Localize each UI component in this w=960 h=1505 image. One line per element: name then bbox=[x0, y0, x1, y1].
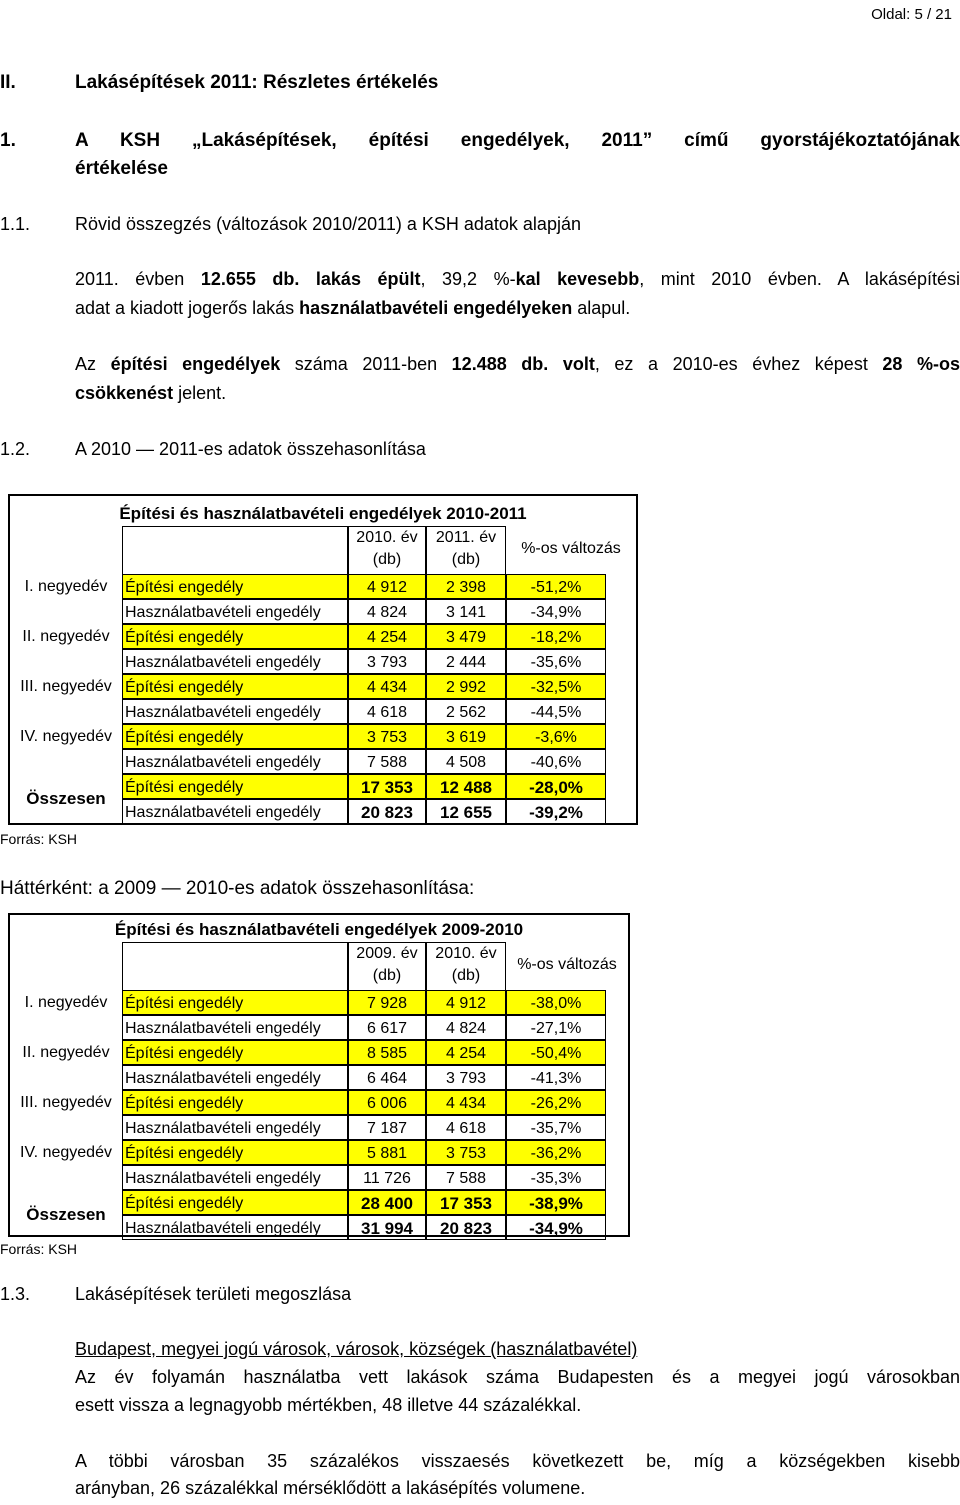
value-cell-year-b: 7 588 bbox=[426, 1165, 506, 1190]
table-row bbox=[10, 1115, 628, 1140]
permit-type-cell: Használatbavételi engedély bbox=[122, 599, 348, 624]
regional-heading: Budapest, megyei jogú városok, városok, községek (használatbavétel) bbox=[75, 1339, 638, 1359]
percent-change-cell: -39,2% bbox=[506, 799, 606, 824]
value-cell-year-a: 6 617 bbox=[348, 1015, 426, 1040]
table-row bbox=[10, 699, 636, 724]
para2-line2: csökkenést jelent. bbox=[75, 383, 227, 403]
value-cell-year-a: 6 006 bbox=[348, 1090, 426, 1115]
value-cell-year-a: 4 912 bbox=[348, 574, 426, 599]
table-row bbox=[10, 649, 636, 674]
value-cell-year-b: 17 353 bbox=[426, 1190, 506, 1215]
quarter-label: IV. negyedév bbox=[20, 728, 112, 745]
header-type-cell bbox=[122, 526, 348, 576]
header-type-cell bbox=[122, 942, 348, 992]
value-cell-year-a: 4 254 bbox=[348, 624, 426, 649]
table-row bbox=[10, 724, 636, 749]
table-row bbox=[10, 1090, 628, 1115]
background-heading: Háttérként: a 2009 — 2010-es adatok összehasonlítása: bbox=[0, 878, 475, 899]
percent-change-cell: -18,2% bbox=[506, 624, 606, 649]
value-cell-year-a: 17 353 bbox=[348, 774, 426, 799]
percent-change-cell: -41,3% bbox=[506, 1065, 606, 1090]
value-cell-year-b: 2 398 bbox=[426, 574, 506, 599]
para4-line2: arányban, 26 százalékkal mérséklődött a lakásépítés volumene. bbox=[75, 1478, 586, 1498]
value-cell-year-a: 7 187 bbox=[348, 1115, 426, 1140]
percent-change-cell: -26,2% bbox=[506, 1090, 606, 1115]
value-cell-year-b: 3 619 bbox=[426, 724, 506, 749]
page-number: Oldal: 5 / 21 bbox=[871, 6, 952, 23]
table-row bbox=[10, 1140, 628, 1165]
table-row bbox=[10, 1215, 628, 1240]
percent-change-cell: -28,0% bbox=[506, 774, 606, 799]
header-year-a: 2010. év (db) bbox=[348, 526, 426, 576]
quarter-label: I. negyedév bbox=[24, 994, 108, 1011]
header-percent-change: %-os változás bbox=[521, 540, 621, 557]
permit-type-cell: Építési engedély bbox=[122, 624, 348, 649]
permits-table-2009-2010 bbox=[8, 913, 630, 1237]
permit-type-cell: Használatbavételi engedély bbox=[122, 699, 348, 724]
value-cell-year-b: 12 655 bbox=[426, 799, 506, 824]
value-cell-year-b: 4 824 bbox=[426, 1015, 506, 1040]
permit-type-cell: Használatbavételi engedély bbox=[122, 649, 348, 674]
permit-type-cell: Használatbavételi engedély bbox=[122, 799, 348, 824]
percent-change-cell: -34,9% bbox=[506, 599, 606, 624]
value-cell-year-a: 8 585 bbox=[348, 1040, 426, 1065]
percent-change-cell: -32,5% bbox=[506, 674, 606, 699]
header-year-a: 2009. év (db) bbox=[348, 942, 426, 992]
permit-type-cell: Építési engedély bbox=[122, 674, 348, 699]
permit-type-cell: Építési engedély bbox=[122, 1140, 348, 1165]
table-title: Építési és használatbavételi engedélyek 2010-2011 bbox=[119, 504, 527, 523]
para1-line2: adat a kiadott jogerős lakás használatbavételi engedélyeken alapul. bbox=[75, 298, 631, 318]
section-title: Lakásépítések 2011: Részletes értékelés bbox=[75, 72, 439, 93]
heading-1-line1: A KSH „Lakásépítések, építési engedélyek, 2011” című gyorstájékoztatójának bbox=[75, 130, 960, 151]
permit-type-cell: Használatbavételi engedély bbox=[122, 1065, 348, 1090]
table-row bbox=[10, 624, 636, 649]
percent-change-cell: -35,3% bbox=[506, 1165, 606, 1190]
value-cell-year-a: 3 793 bbox=[348, 649, 426, 674]
value-cell-year-b: 2 992 bbox=[426, 674, 506, 699]
value-cell-year-b: 4 254 bbox=[426, 1040, 506, 1065]
quarter-label: IV. negyedév bbox=[20, 1144, 112, 1161]
percent-change-cell: -34,9% bbox=[506, 1215, 606, 1240]
table-row bbox=[10, 749, 636, 774]
percent-change-cell: -44,5% bbox=[506, 699, 606, 724]
permit-type-cell: Építési engedély bbox=[122, 1090, 348, 1115]
heading-1-number: 1. bbox=[0, 130, 16, 151]
value-cell-year-b: 3 479 bbox=[426, 624, 506, 649]
value-cell-year-b: 3 141 bbox=[426, 599, 506, 624]
value-cell-year-a: 7 588 bbox=[348, 749, 426, 774]
heading-11-title: Rövid összegzés (változások 2010/2011) a KSH adatok alapján bbox=[75, 214, 581, 234]
value-cell-year-b: 4 618 bbox=[426, 1115, 506, 1140]
value-cell-year-a: 11 726 bbox=[348, 1165, 426, 1190]
heading-12-title: A 2010 — 2011-es adatok összehasonlítása bbox=[75, 439, 426, 459]
table-title: Építési és használatbavételi engedélyek 2009-2010 bbox=[114, 920, 524, 939]
value-cell-year-a: 20 823 bbox=[348, 799, 426, 824]
para2-line1: Az építési engedélyek száma 2011-ben 12.488 db. volt, ez a 2010-es évhez képest 28 %-os bbox=[75, 354, 960, 374]
percent-change-cell: -35,7% bbox=[506, 1115, 606, 1140]
value-cell-year-b: 2 562 bbox=[426, 699, 506, 724]
value-cell-year-b: 4 508 bbox=[426, 749, 506, 774]
percent-change-cell: -40,6% bbox=[506, 749, 606, 774]
heading-12-number: 1.2. bbox=[0, 439, 31, 459]
value-cell-year-a: 4 618 bbox=[348, 699, 426, 724]
percent-change-cell: -51,2% bbox=[506, 574, 606, 599]
header-percent-change: %-os változás bbox=[517, 956, 617, 973]
quarter-label: Összesen bbox=[26, 1205, 106, 1224]
permit-type-cell: Használatbavételi engedély bbox=[122, 1115, 348, 1140]
value-cell-year-b: 4 434 bbox=[426, 1090, 506, 1115]
header-year-b: 2010. év (db) bbox=[426, 942, 506, 992]
percent-change-cell: -3,6% bbox=[506, 724, 606, 749]
section-number: II. bbox=[0, 72, 16, 93]
value-cell-year-b: 20 823 bbox=[426, 1215, 506, 1240]
table-row bbox=[10, 799, 636, 824]
table-row bbox=[10, 599, 636, 624]
value-cell-year-b: 12 488 bbox=[426, 774, 506, 799]
percent-change-cell: -36,2% bbox=[506, 1140, 606, 1165]
value-cell-year-a: 4 434 bbox=[348, 674, 426, 699]
quarter-label: II. negyedév bbox=[22, 628, 110, 645]
heading-13-number: 1.3. bbox=[0, 1284, 31, 1304]
table-row bbox=[10, 1065, 628, 1090]
source-note: Forrás: KSH bbox=[0, 831, 78, 847]
value-cell-year-b: 2 444 bbox=[426, 649, 506, 674]
value-cell-year-a: 7 928 bbox=[348, 990, 426, 1015]
value-cell-year-a: 4 824 bbox=[348, 599, 426, 624]
heading-11-number: 1.1. bbox=[0, 214, 31, 234]
quarter-label: III. negyedév bbox=[20, 678, 112, 695]
permit-type-cell: Használatbavételi engedély bbox=[122, 1165, 348, 1190]
table-row bbox=[10, 574, 636, 599]
value-cell-year-a: 3 753 bbox=[348, 724, 426, 749]
percent-change-cell: -27,1% bbox=[506, 1015, 606, 1040]
quarter-label: Összesen bbox=[26, 789, 106, 808]
table-row bbox=[10, 1015, 628, 1040]
permit-type-cell: Építési engedély bbox=[122, 724, 348, 749]
source-note: Forrás: KSH bbox=[0, 1241, 78, 1257]
table-row bbox=[10, 1190, 628, 1224]
table-row bbox=[10, 1040, 628, 1065]
percent-change-cell: -50,4% bbox=[506, 1040, 606, 1065]
value-cell-year-a: 5 881 bbox=[348, 1140, 426, 1165]
para4-line1: A többi városban 35 százalékos visszaesés következett be, míg a községekben kisebb bbox=[75, 1451, 960, 1471]
para3-line2: esett vissza a legnagyobb mértékben, 48 illetve 44 százalékkal. bbox=[75, 1395, 582, 1415]
permit-type-cell: Használatbavételi engedély bbox=[122, 749, 348, 774]
permit-type-cell: Építési engedély bbox=[122, 574, 348, 599]
value-cell-year-a: 31 994 bbox=[348, 1215, 426, 1240]
permit-type-cell: Építési engedély bbox=[122, 1040, 348, 1065]
quarter-label: III. negyedév bbox=[20, 1094, 112, 1111]
heading-13-title: Lakásépítések területi megoszlása bbox=[75, 1284, 352, 1304]
heading-1-line2: értékelése bbox=[75, 158, 168, 179]
percent-change-cell: -38,0% bbox=[506, 990, 606, 1015]
quarter-label: II. negyedév bbox=[22, 1044, 110, 1061]
permit-type-cell: Építési engedély bbox=[122, 1190, 348, 1215]
percent-change-cell: -38,9% bbox=[506, 1190, 606, 1215]
header-year-b: 2011. év (db) bbox=[426, 526, 506, 576]
permit-type-cell: Építési engedély bbox=[122, 774, 348, 799]
permits-table-2010-2011 bbox=[8, 494, 638, 825]
permit-type-cell: Használatbavételi engedély bbox=[122, 1015, 348, 1040]
para1-line1: 2011. évben 12.655 db. lakás épült, 39,2 %-kal kevesebb, mint 2010 évben. A lakásépítési bbox=[75, 269, 960, 289]
value-cell-year-b: 3 753 bbox=[426, 1140, 506, 1165]
table-row bbox=[10, 674, 636, 699]
permit-type-cell: Használatbavételi engedély bbox=[122, 1215, 348, 1240]
value-cell-year-b: 3 793 bbox=[426, 1065, 506, 1090]
value-cell-year-a: 6 464 bbox=[348, 1065, 426, 1090]
table-row bbox=[10, 1165, 628, 1190]
quarter-label: I. negyedév bbox=[24, 578, 108, 595]
value-cell-year-b: 4 912 bbox=[426, 990, 506, 1015]
value-cell-year-a: 28 400 bbox=[348, 1190, 426, 1215]
permit-type-cell: Építési engedély bbox=[122, 990, 348, 1015]
table-row bbox=[10, 774, 636, 808]
para3-line1: Az év folyamán használatba vett lakások száma Budapesten és a megyei jogú városokban bbox=[75, 1367, 960, 1387]
table-row bbox=[10, 990, 628, 1015]
percent-change-cell: -35,6% bbox=[506, 649, 606, 674]
